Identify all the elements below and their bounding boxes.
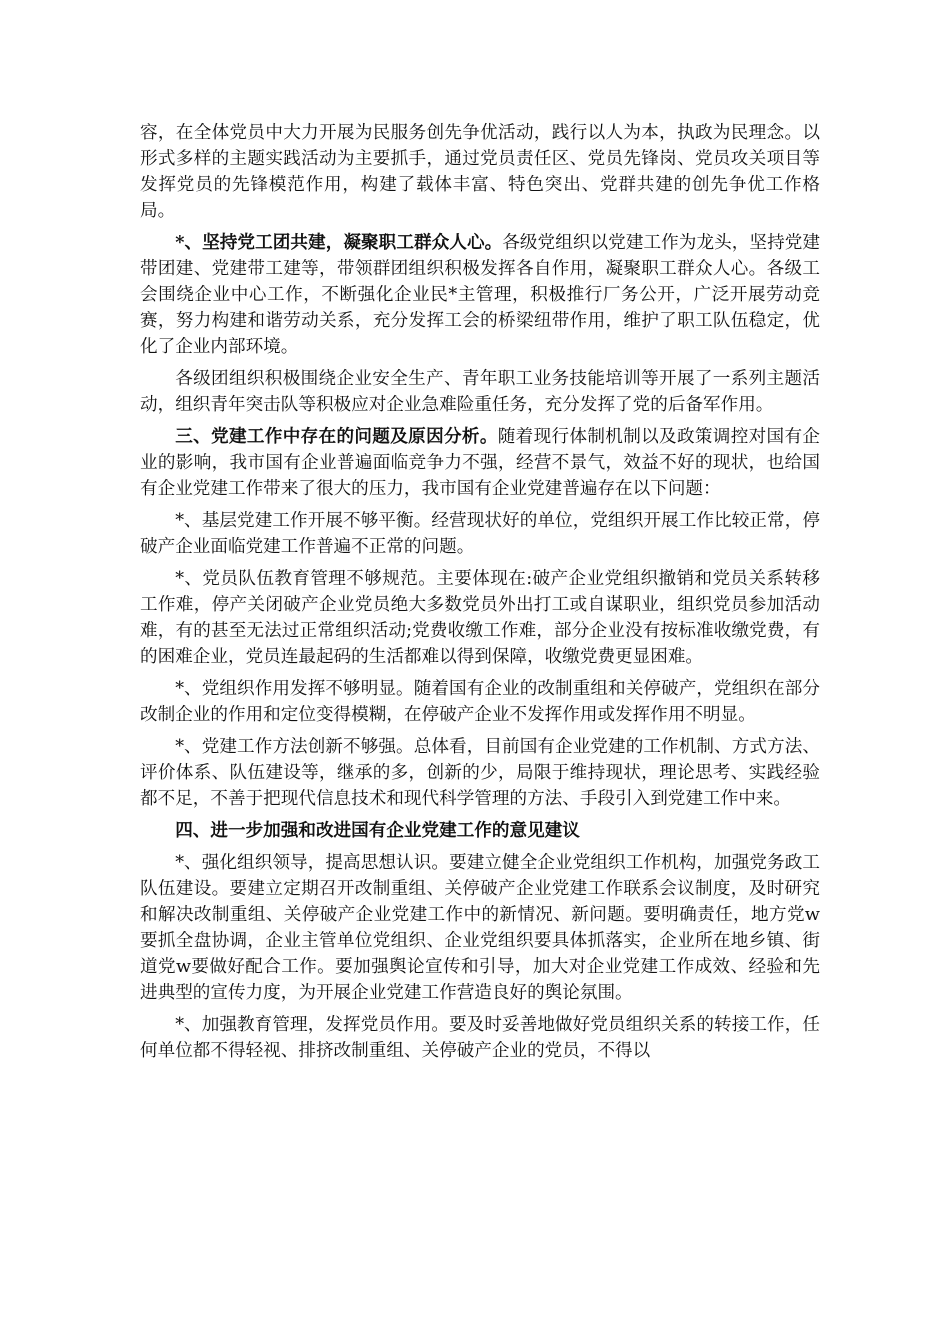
paragraph-text: *、强化组织领导，提高思想认识。要建立健全企业党组织工作机构，加强党务政工队伍建设。要建立定期召开改制重组、关停破产企业党建工作联系会议制度，及时研究和解决改制重组、关停破产企业党建工作中的新情况、新问题。要明确责任，地方党w要抓全盘协调，企业主管单位党组织、企业党组织要具体抓落实，企业所在地乡镇、街道党w要做好配合工作。要加强舆论宣传和引导，加大对企业党建工作成效、经验和先进典型的宣传力度，为开展企业党建工作营造良好的舆论氛围。 [140, 853, 820, 1003]
paragraph-text: *、党建工作方法创新不够强。总体看，目前国有企业党建的工作机制、方式方法、评价体系、队伍建设等，继承的多，创新的少，局限于维持现状，理论思考、实践经验都不足，不善于把现代信息技术和现代科学管理的方法、手段引入到党建工作中来。 [140, 737, 820, 809]
paragraph-youth-league [140, 366, 820, 418]
paragraph-text: 各级党组织以党建工作为龙头，坚持党建带团建、党建带工建等，带领群团组织积极发挥各自作用，凝聚职工群众人心。各级工会围绕企业中心工作，不断强化企业民*主管理，积极推行厂务公开，广泛开展劳动竞赛，努力构建和谐劳动关系，充分发挥工会的桥梁纽带作用，维护了职工队伍稳定，优化了企业内部环境。 [140, 233, 820, 357]
paragraph-lead: *、坚持党工团共建，凝聚职工群众人心。 [175, 232, 503, 253]
paragraph-continuation [140, 120, 820, 224]
paragraph-text: *、加强教育管理，发挥党员作用。要及时妥善地做好党员组织关系的转接工作，任何单位都不得轻视、排挤改制重组、关停破产企业的党员，不得以 [140, 1015, 820, 1061]
paragraph-text: *、党员队伍教育管理不够规范。主要体现在:破产企业党组织撤销和党员关系转移工作难，停产关闭破产企业党员绝大多数党员外出打工或自谋职业，组织党员参加活动难，有的甚至无法过正常组织活动;党费收缴工作难，部分企业没有按标准收缴党费，有的困难企业，党员连最起码的生活都难以得到保障，收缴党费更显困难。 [140, 569, 820, 667]
section-heading: 三、党建工作中存在的问题及原因分析。 [175, 426, 498, 447]
paragraph-text: 各级团组织积极围绕企业安全生产、青年职工业务技能培训等开展了一系列主题活动，组织青年突击队等积极应对企业急难险重任务，充分发挥了党的后备军作用。 [140, 369, 820, 415]
suggestion-item-1 [140, 850, 820, 1006]
problem-item-4 [140, 734, 820, 812]
paragraph-text: *、党组织作用发挥不够明显。随着国有企业的改制重组和关停破产，党组织在部分改制企业的作用和定位变得模糊，在停破产企业不发挥作用或发挥作用不明显。 [140, 679, 820, 725]
document-page [140, 120, 820, 1070]
section-heading: 四、进一步加强和改进国有企业党建工作的意见建议 [175, 820, 580, 841]
section-four-heading [140, 818, 820, 844]
section-three-problems [140, 424, 820, 502]
paragraph-text: *、基层党建工作开展不够平衡。经营现状好的单位，党组织开展工作比较正常，停破产企业面临党建工作普遍不正常的问题。 [140, 511, 820, 557]
problem-item-1 [140, 508, 820, 560]
paragraph-text: 容，在全体党员中大力开展为民服务创先争优活动，践行以人为本，执政为民理念。以形式多样的主题实践活动为主要抓手，通过党员责任区、党员先锋岗、党员攻关项目等发挥党员的先锋模范作用，构建了载体丰富、特色突出、党群共建的创先争优工作格局。 [140, 123, 820, 221]
paragraph-party-union-coconstruction [140, 230, 820, 360]
paragraph-text: 随着现行体制机制以及政策调控对国有企业的影响，我市国有企业普遍面临竞争力不强，经营不景气，效益不好的现状，也给国有企业党建工作带来了很大的压力，我市国有企业党建普遍存在以下问题： [140, 427, 820, 499]
suggestion-item-2 [140, 1012, 820, 1064]
problem-item-3 [140, 676, 820, 728]
problem-item-2 [140, 566, 820, 670]
